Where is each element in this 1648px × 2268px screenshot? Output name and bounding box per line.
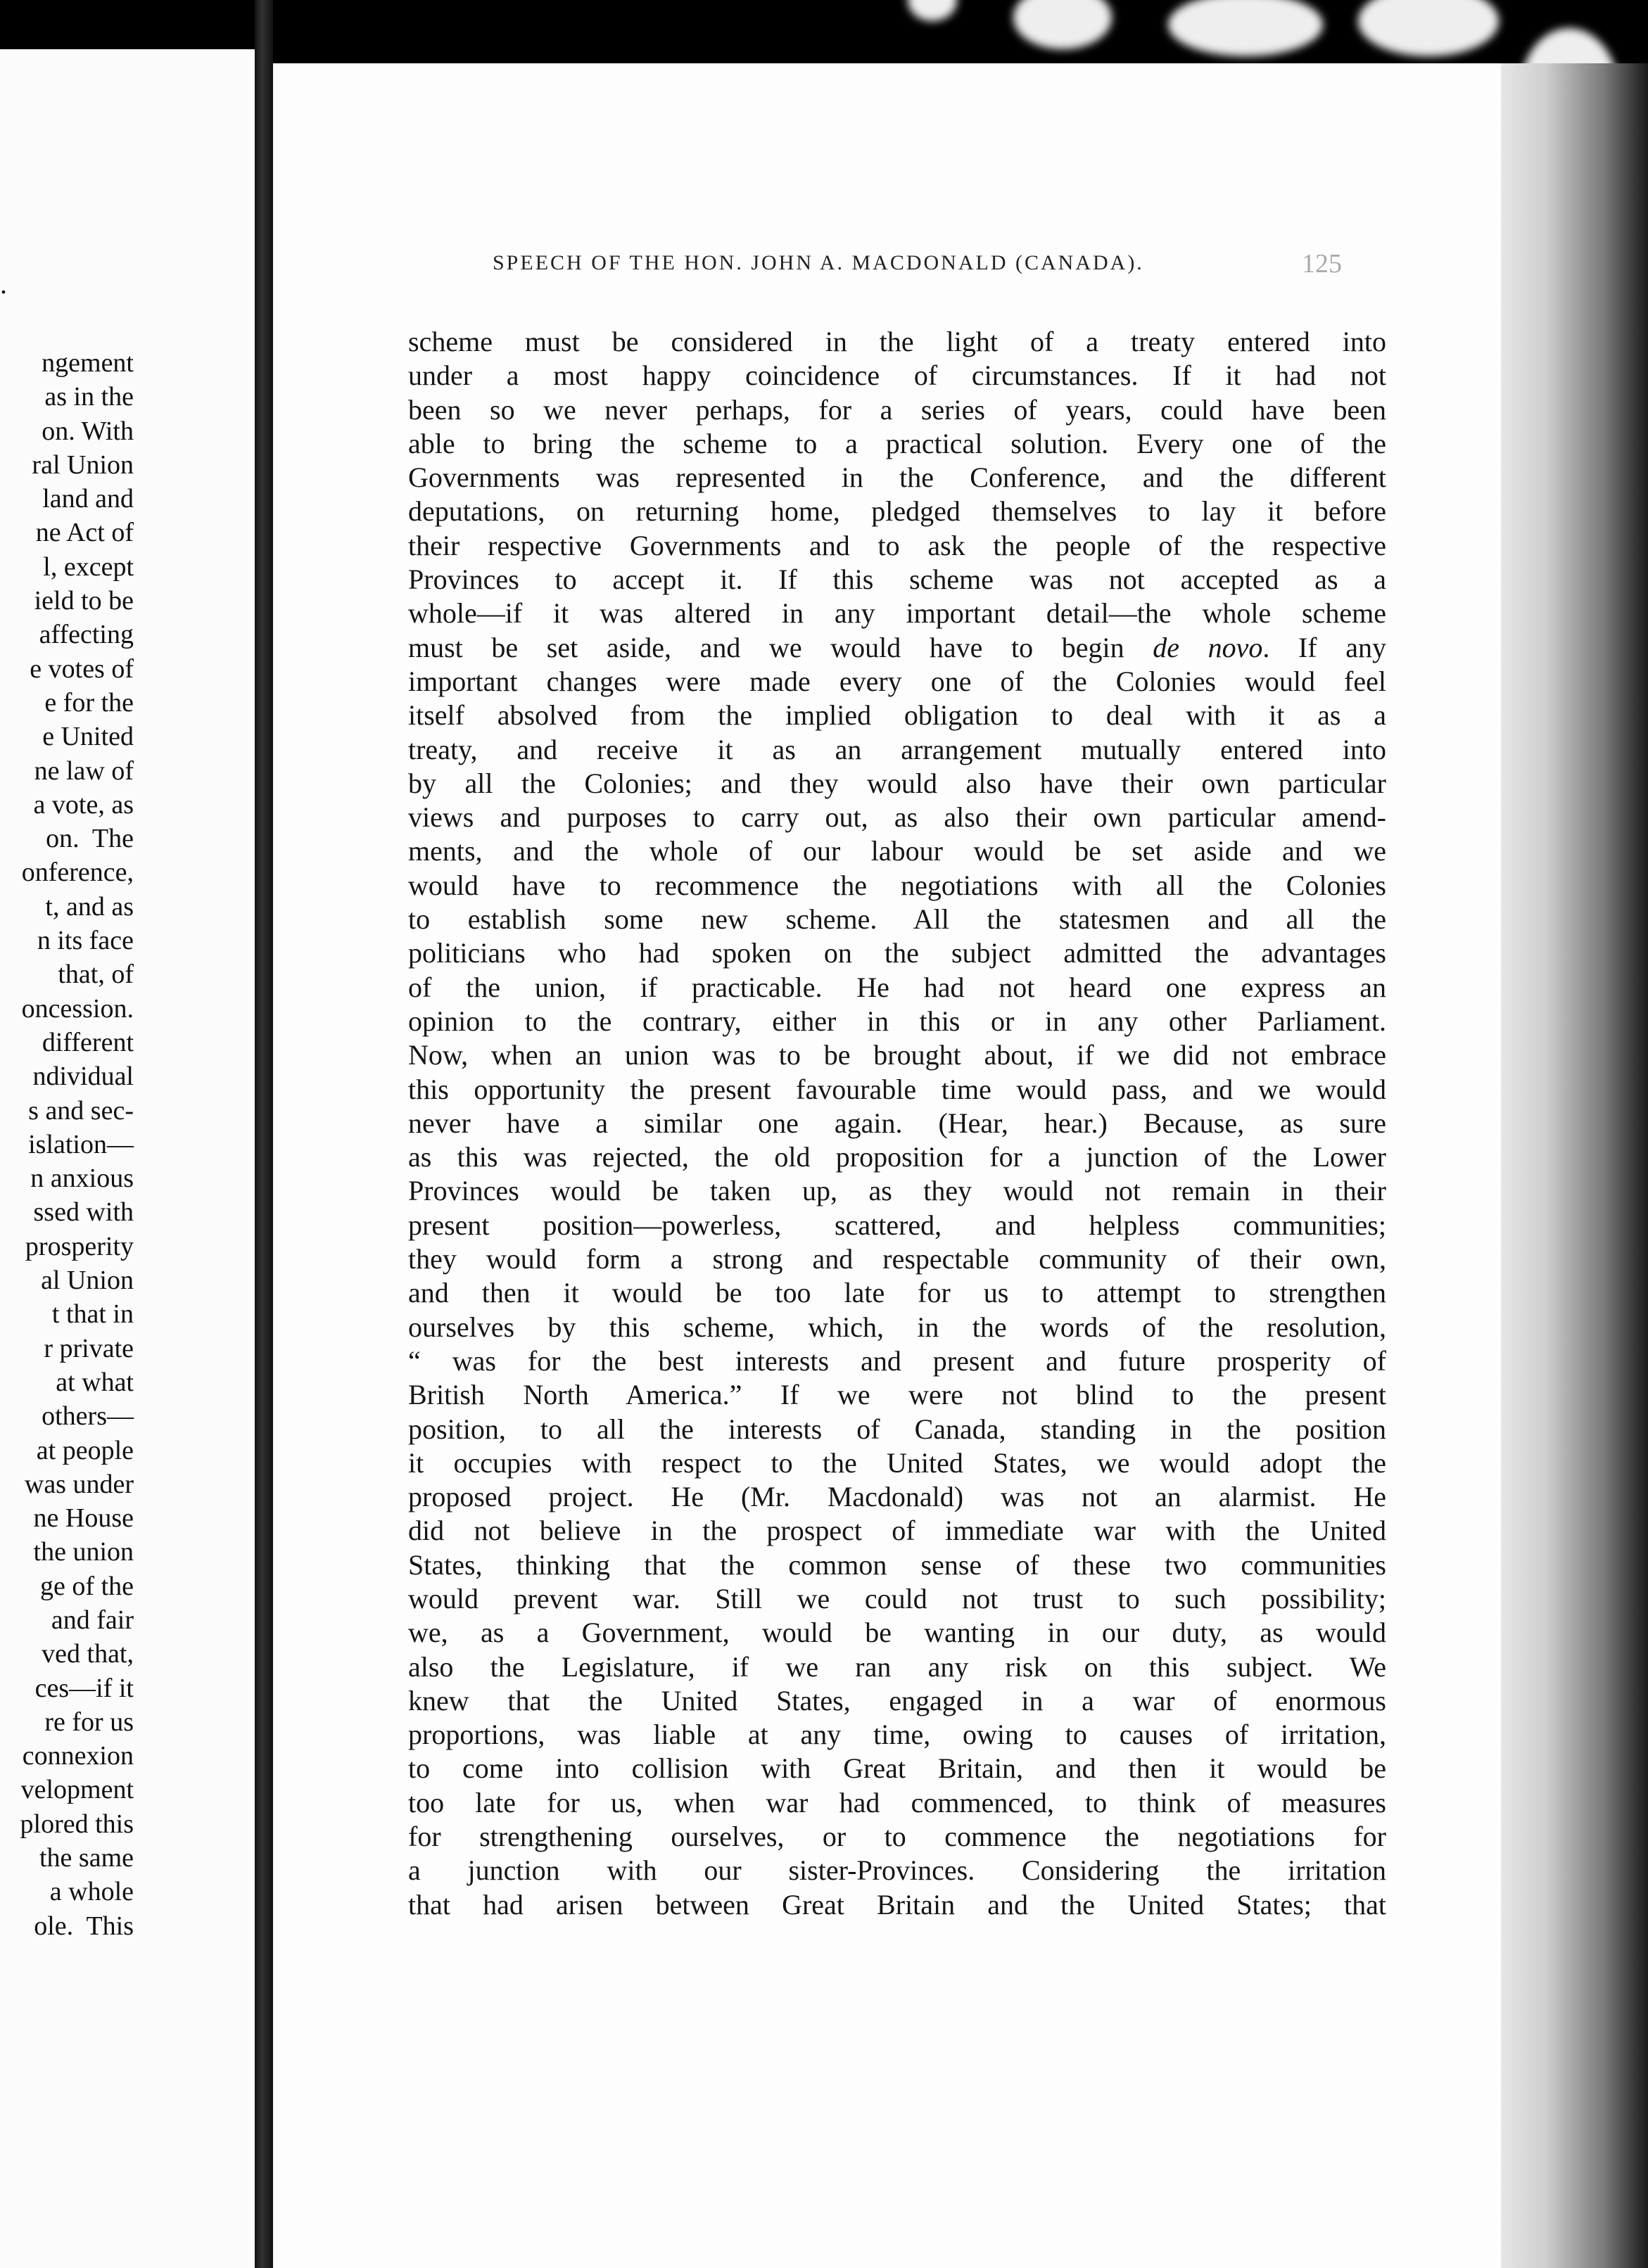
body-line: a junction with our sister-Provinces. Considering the irritation <box>408 1854 1386 1887</box>
italic-phrase: de novo <box>1153 631 1263 663</box>
left-page-line: ces—if it <box>34 1673 134 1703</box>
left-page-line: at people <box>36 1435 134 1465</box>
body-line: Provinces would be taken up, as they would not remain in their <box>408 1175 1386 1207</box>
left-page-line: t that in <box>51 1299 134 1330</box>
left-page-line: as in the <box>44 382 134 412</box>
body-line: to establish some new scheme. All the statesmen and all the <box>408 903 1386 936</box>
left-page-line: that, of <box>58 960 134 990</box>
body-line: treaty, and receive it as an arrangement mutually entered into <box>408 733 1386 765</box>
left-page-mark: . <box>0 268 7 300</box>
body-line: to come into collision with Great Britain, and then it would be <box>408 1752 1386 1785</box>
body-line: they would form a strong and respectable community of their own, <box>408 1243 1386 1275</box>
left-page-line: ral Union <box>32 450 134 480</box>
body-line: also the Legislature, if we ran any risk on this subject. We <box>408 1650 1386 1683</box>
background-blot <box>1168 0 1323 56</box>
left-page-line: ne law of <box>34 756 134 786</box>
left-page-line: ssed with <box>33 1197 134 1228</box>
body-line: and then it would be too late for us to attempt to strengthen <box>408 1277 1386 1309</box>
body-line: ourselves by this scheme, which, in the words of the resolution, <box>408 1311 1386 1343</box>
body-line: scheme must be considered in the light of a treaty entered into <box>408 326 1386 357</box>
left-page-line: ngement <box>42 348 134 378</box>
running-head <box>493 249 1400 279</box>
body-line: “ was for the best interests and present and future prosperity of <box>408 1344 1386 1377</box>
background-blot <box>1013 0 1112 49</box>
body-line: itself absolved from the implied obligation to deal with it as a <box>408 699 1386 732</box>
left-page-line: re for us <box>44 1707 134 1737</box>
body-line: Governments was represented in the Conference, and the different <box>408 461 1386 494</box>
body-line: that had arisen between Great Britain and the United States; that <box>408 1888 1386 1920</box>
body-line: Provinces to accept it. If this scheme was not accepted as a <box>408 563 1386 596</box>
left-page-line: ne House <box>33 1503 134 1534</box>
left-page-line: e United <box>42 722 134 752</box>
body-line: for strengthening ourselves, or to commence the negotiations for <box>408 1821 1386 1853</box>
body-line: we, as a Government, would be wanting in our duty, as would <box>408 1617 1386 1649</box>
left-page-line: ne Act of <box>35 518 134 548</box>
body-line: their respective Governments and to ask the people of the respective <box>408 529 1386 561</box>
body-line: deputations, on returning home, pledged themselves to lay it before <box>408 495 1386 528</box>
left-page-line: velopment <box>20 1775 134 1805</box>
left-page-line: t, and as <box>45 891 134 922</box>
left-page-line: ge of the <box>40 1571 134 1601</box>
body-line: as this was rejected, the old proposition for a junction of the Lower <box>408 1141 1386 1173</box>
left-page-line: islation— <box>28 1129 134 1159</box>
left-page-line: affecting <box>39 620 134 650</box>
left-page-line: a whole <box>49 1877 134 1907</box>
left-page-line: a vote, as <box>33 789 134 820</box>
body-line: ments, and the whole of our labour would be set aside and we <box>408 835 1386 867</box>
running-head-title: SPEECH OF THE HON. JOHN A. MACDONALD (CANADA). <box>493 251 1144 274</box>
left-page-line: land and <box>42 484 134 514</box>
left-page-line: different <box>42 1027 134 1057</box>
body-line: of the union, if practicable. He had not heard one express an <box>408 971 1386 1003</box>
body-line: too late for us, when war had commenced, to think of measures <box>408 1786 1386 1818</box>
left-page-line: onference, <box>21 858 134 888</box>
page-edge-shadow <box>1501 63 1648 2268</box>
left-page-line: r private <box>44 1333 134 1363</box>
body-line: whole—if it was altered in any important detail—the whole scheme <box>408 597 1386 630</box>
body-line: must be set aside, and we would have to begin de novo. If any <box>408 631 1386 663</box>
left-page-line: ndividual <box>32 1062 134 1092</box>
body-line: opinion to the contrary, either in this or in any other Parliament. <box>408 1005 1386 1037</box>
left-page-line: the same <box>39 1843 134 1873</box>
left-page-line: al Union <box>41 1266 134 1296</box>
body-line: able to bring the scheme to a practical solution. Every one of the <box>408 427 1386 459</box>
left-page-line: ield to be <box>34 586 134 616</box>
page-number: 125 <box>1302 249 1342 279</box>
left-page-line: others— <box>42 1401 134 1432</box>
body-line: position, to all the interests of Canada, standing in the position <box>408 1413 1386 1445</box>
left-page-line: oncession. <box>21 993 134 1024</box>
left-page-line: the union <box>33 1537 134 1567</box>
background-blot <box>908 0 957 21</box>
body-line: been so we never perhaps, for a series of years, could have been <box>408 393 1386 426</box>
left-page-line: ole. This <box>34 1911 134 1941</box>
left-page-line: and fair <box>51 1605 134 1635</box>
book-gutter <box>255 0 273 2268</box>
left-page-text-area <box>0 0 253 2268</box>
body-line: British North America.” If we were not blind to the present <box>408 1379 1386 1411</box>
body-line: under a most happy coincidence of circumstances. If it had not <box>408 359 1386 392</box>
left-page-line: at what <box>56 1367 134 1397</box>
body-line: present position—powerless, scattered, and helpless communities; <box>408 1209 1386 1241</box>
left-page-line: on. With <box>42 416 134 446</box>
left-page-line: l, except <box>43 552 134 582</box>
left-page-line: on. The <box>46 824 134 854</box>
body-line: views and purposes to carry out, as also their own particular amend- <box>408 801 1386 834</box>
body-line: States, thinking that the common sense of these two communities <box>408 1548 1386 1581</box>
body-line: politicians who had spoken on the subject admitted the advantages <box>408 937 1386 969</box>
background-blot <box>1358 0 1499 56</box>
left-page-text <box>0 346 134 1943</box>
body-line: never have a similar one again. (Hear, hear.) Because, as sure <box>408 1107 1386 1139</box>
body-line: it occupies with respect to the United States, we would adopt the <box>408 1446 1386 1479</box>
body-line: proportions, was liable at any time, owing to causes of irritation, <box>408 1719 1386 1751</box>
left-page-line: e votes of <box>30 654 134 684</box>
left-page-line: ved that, <box>42 1639 134 1669</box>
body-line: would prevent war. Still we could not trust to such possibility; <box>408 1582 1386 1614</box>
left-page-line: plored this <box>20 1809 134 1839</box>
body-line: Now, when an union was to be brought about, if we did not embrace <box>408 1039 1386 1071</box>
body-line: proposed project. He (Mr. Macdonald) was not an alarmist. He <box>408 1481 1386 1513</box>
left-page-line: e for the <box>44 687 134 718</box>
body-line: by all the Colonies; and they would also have their own particular <box>408 767 1386 799</box>
body-line: knew that the United States, engaged in a war of enormous <box>408 1684 1386 1716</box>
body-line: would have to recommence the negotiations with all the Colonies <box>408 869 1386 901</box>
body-line: important changes were made every one of the Colonies would feel <box>408 665 1386 697</box>
left-page-line: was under <box>24 1469 134 1499</box>
left-page-line: prosperity <box>25 1231 134 1261</box>
left-page-line: n its face <box>37 926 134 956</box>
body-line: this opportunity the present favourable time would pass, and we would <box>408 1073 1386 1105</box>
left-page-line: n anxious <box>30 1164 134 1194</box>
body-line: did not believe in the prospect of immediate war with the United <box>408 1515 1386 1547</box>
body-text <box>408 325 1386 1922</box>
left-page-line: connexion <box>22 1741 134 1771</box>
left-page-line: s and sec- <box>28 1095 134 1126</box>
